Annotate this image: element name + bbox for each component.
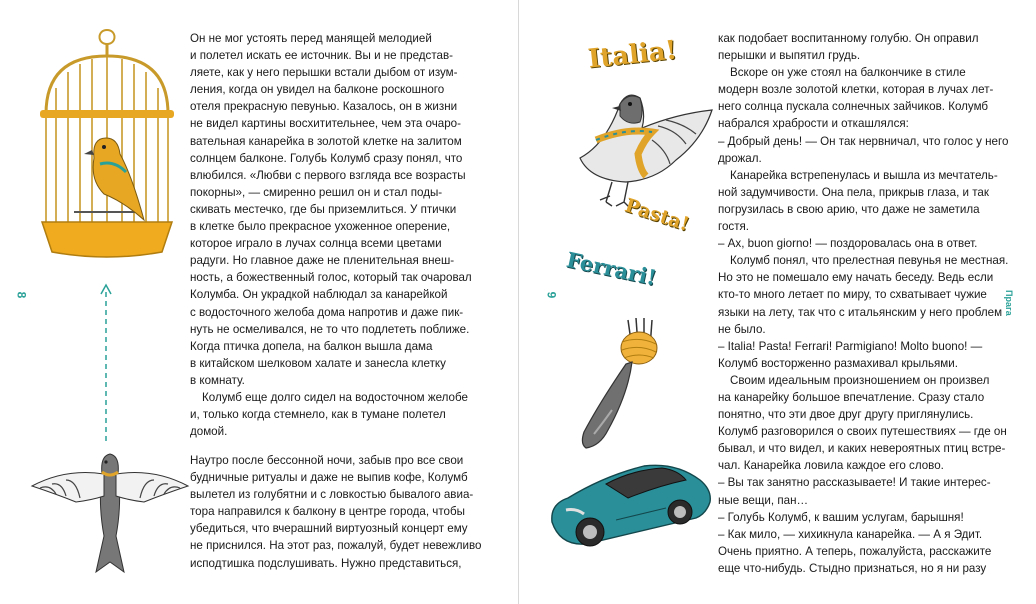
text-line: убедиться, что вчерашний виртуозный концерт ему: [190, 522, 468, 536]
left-page-text-top: [190, 30, 490, 440]
lettering-italia: Italia!: [586, 35, 679, 75]
text-line: не видел картины восхитительнее, чем эта очаро-: [190, 117, 461, 131]
text-line: Вскоре он уже стоял на балкончике в стиле: [730, 66, 966, 80]
text-line: Колумб разговорился о своих путешествиях — где он: [718, 425, 1007, 439]
text-line: Но это не помешало ему начать беседу. Ведь если: [718, 271, 994, 285]
text-line: в китайском шелковом халате и занесла клетку: [190, 356, 446, 370]
text-line: понятно, что эти двое друг другу приглянулись.: [718, 408, 974, 422]
text-line: радуги. Но главное даже не пленительная внеш-: [190, 254, 455, 268]
text-line: Колумба. Он украдкой наблюдал за канарейкой: [190, 288, 448, 302]
text-line: модерн возле золотой клетки, которая в лучах лет-: [718, 83, 994, 97]
text-line: влюбился. «Любви с первого взгляда все возрасты: [190, 168, 466, 182]
text-line: и, только когда стемнело, как в тумане полетел: [190, 408, 446, 422]
text-line: ной задумчивости. Она пела, прикрыв глаза, и так: [718, 185, 989, 199]
text-line: ления, когда он увидел на балконе роскошного: [190, 83, 445, 97]
text-line: не приснился. На этот раз, пожалуй, будет невежливо: [190, 539, 482, 553]
text-line: перышки и выпятил грудь.: [718, 49, 861, 63]
flight-path-arrow: [98, 282, 114, 444]
lettering-pasta: Pasta!: [622, 194, 692, 236]
text-line: ляете, как у него перышки встали дыбом от изум-: [190, 66, 458, 80]
text-line: вылетел из голубятни и с ловкостью бывалого авиа-: [190, 488, 474, 502]
text-line: – Вы так занятно рассказываете! И такие интерес-: [718, 476, 991, 490]
text-line: ные вещи, пан…: [718, 493, 809, 507]
text-line: вательная канарейка в золотой клетке на залитом: [190, 134, 462, 148]
text-line: нуть не осмеливался, не то что подлететь поближе.: [190, 322, 470, 336]
text-line: на канарейку большое впечатление. Сразу стало: [718, 390, 985, 404]
sports-car-illustration: [546, 458, 714, 554]
text-line: исподтишка подслушивать. Нужно представиться,: [190, 556, 462, 570]
text-line: ность, а божественный голос, который так очаровал: [190, 271, 472, 285]
birdcage-canary-illustration: [34, 26, 180, 262]
text-line: скивать местечко, где бы приземлиться. У птички: [190, 202, 457, 216]
text-line: в клетке было прекрасное ухоженное оперение,: [190, 220, 451, 234]
text-line: Когда птичка допела, на балкон вышла дама: [190, 339, 433, 353]
lettering-ferrari: Ferrari!: [564, 246, 659, 291]
text-line: – Как мило, — хихикнула канарейка. — А я Эдит.: [718, 527, 983, 541]
text-line: еще что-нибудь. Стыдно признаться, но я ни разу: [718, 561, 987, 575]
text-line: как подобает воспитанному голубю. Он оправил: [718, 32, 979, 45]
text-line: Колумб понял, что прелестная певунья не местная.: [730, 254, 1009, 268]
text-line: в комнату.: [190, 373, 245, 387]
page-number-left: 8: [14, 291, 29, 299]
text-line: Своим идеальным произношением он произвел: [730, 373, 990, 387]
running-head: Прага: [1004, 290, 1014, 316]
text-line: чал. Канарейка ловила каждое его слово.: [718, 459, 944, 473]
text-line: Канарейка встрепенулась и вышла из мечтатель-: [730, 168, 998, 182]
pigeon-scarf-illustration: [566, 84, 716, 212]
text-line: – Ах, buon giorno! — поздоровалась она в ответ.: [718, 237, 978, 251]
left-page-text-bottom: [190, 452, 490, 572]
text-line: будничные ритуалы и даже не выпив кофе, Колумб: [190, 471, 468, 485]
fork-spaghetti-illustration: [572, 314, 664, 454]
text-line: Колумб восторженно размахивал крыльями.: [718, 356, 958, 370]
text-line: кто-то много летает по миру, то схватывает чужие: [718, 288, 987, 302]
text-line: покорны», — смиренно решил он и стал поды-: [190, 185, 443, 199]
text-line: бывал, и что видел, и каких невероятных птиц встре-: [718, 442, 1006, 456]
text-line: – Голубь Колумб, к вашим услугам, барышня!: [718, 510, 964, 524]
text-line: и полетел искать ее источник. Вы и не представ-: [190, 49, 453, 63]
text-line: – Добрый день! — Он так нервничал, что голос у него: [718, 134, 1009, 148]
text-line: гостя.: [718, 220, 750, 234]
text-line: Колумб еще долго сидел на водосточном желобе: [202, 390, 468, 404]
text-line: с водосточного желоба дома напротив и даже пик-: [190, 305, 464, 319]
text-line: него солнца пускала солнечных зайчиков. Колумб: [718, 100, 989, 114]
text-line: не было.: [718, 322, 766, 336]
text-line: Он не мог устоять перед манящей мелодией: [190, 32, 432, 45]
text-line: – Italia! Pasta! Ferrari! Parmigiano! Molto buono! —: [718, 339, 983, 353]
page-number-right: 9: [544, 291, 559, 299]
text-line: отеля прекрасную певунью. Казалось, он в жизни: [190, 100, 458, 114]
flying-pigeon-illustration: [26, 444, 194, 574]
text-line: Наутро после бессонной ночи, забыв про все свои: [190, 454, 464, 467]
page-gutter: [518, 0, 519, 604]
text-line: солнцем балконе. Голубь Колумб сразу понял, что: [190, 151, 463, 165]
text-line: Очень приятно. А теперь, пожалуйста, расскажите: [718, 544, 992, 558]
text-line: тора направился к балкону в центре города, чтобы: [190, 505, 465, 519]
text-line: набрался храбрости и откашлялся:: [718, 117, 909, 131]
text-line: домой.: [190, 425, 228, 439]
text-line: дрожал.: [718, 151, 762, 165]
text-line: языки на лету, так что с итальянским у него проблем: [718, 305, 1003, 319]
text-line: погрузилась в свою арию, что даже не заметила: [718, 202, 980, 216]
text-line: которое играло в лучах солнца всеми цветами: [190, 237, 442, 251]
right-page-text: [718, 30, 1018, 577]
